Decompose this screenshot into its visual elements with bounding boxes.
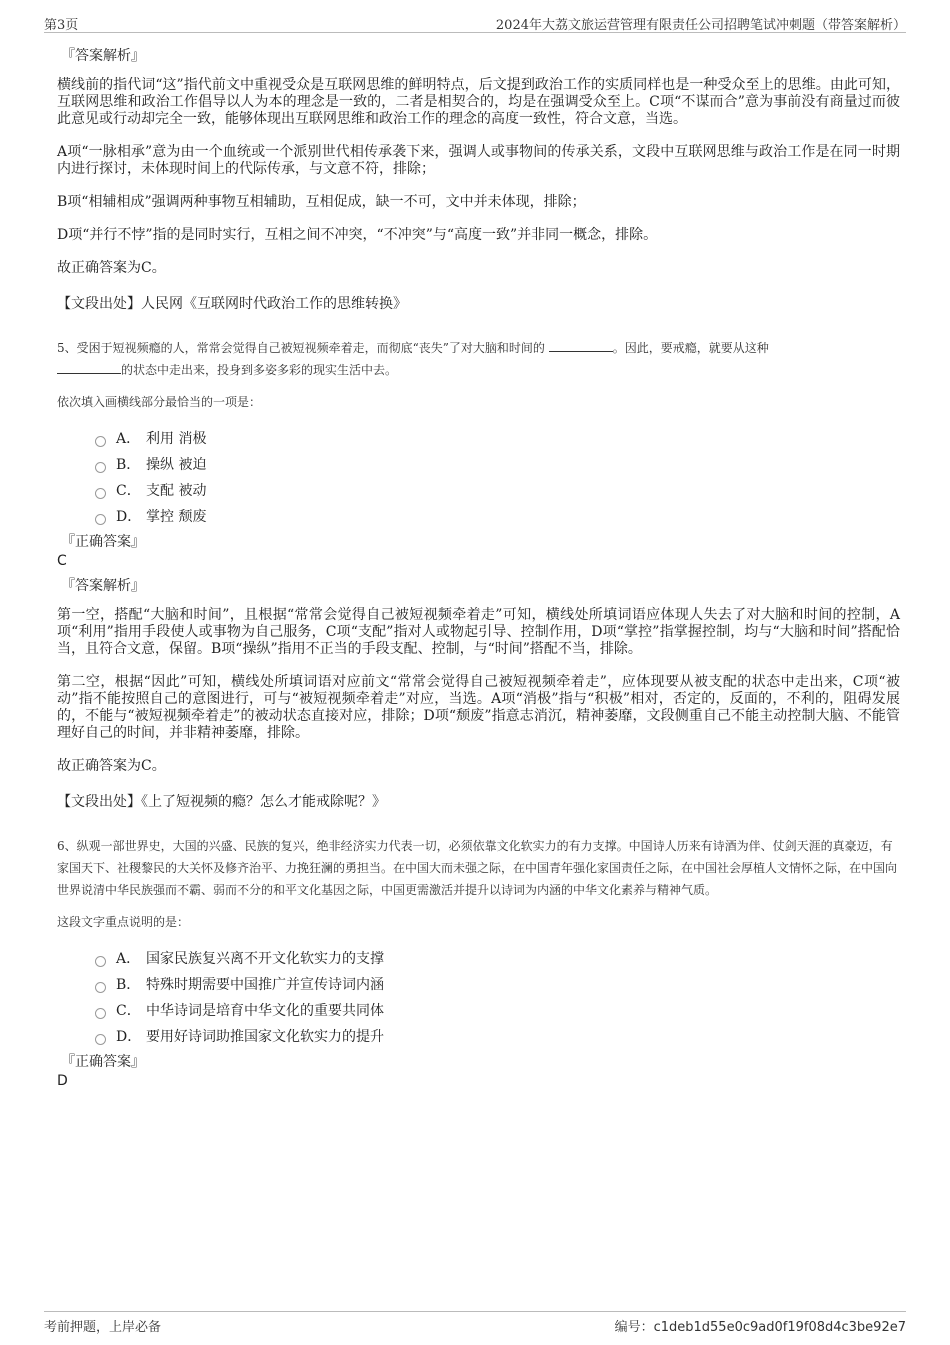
analysis-conclusion: 故正确答案为C。 <box>57 260 166 276</box>
option-b[interactable] <box>95 972 900 998</box>
option-text: 掌控 颓废 <box>146 509 207 525</box>
analysis-paragraph: A项“一脉相承”意为由一个血统或一个派别世代相传承袭下来，强调人或事物间的传承关系，文段中互联网思维与政治工作是在同一时期内进行探讨，未体现时间上的代际传承，与文意不符，排除； <box>57 144 900 177</box>
option-letter: B． <box>116 457 141 473</box>
document-title: 2024年大荔文旅运营管理有限责任公司招聘笔试冲刺题（带答案解析） <box>495 18 906 33</box>
analysis-paragraph: B项“相辅相成”强调两种事物互相辅助，互相促成，缺一不可，文中并未体现，排除； <box>57 194 586 210</box>
radio-icon[interactable] <box>95 462 106 473</box>
question-5-text-part: 。因此，要戒瘾，就要从这种 <box>612 341 769 355</box>
question-6-options <box>95 946 900 1050</box>
question-6-prompt: 这段文字重点说明的是： <box>57 915 190 929</box>
option-letter: D． <box>116 1029 142 1045</box>
option-c[interactable] <box>95 478 900 504</box>
option-b[interactable] <box>95 452 900 478</box>
correct-answer-label: 『正确答案』 <box>61 1054 145 1070</box>
option-text: 要用好诗词助推国家文化软实力的提升 <box>146 1029 384 1045</box>
analysis-label: 『答案解析』 <box>61 578 145 594</box>
option-letter: A． <box>116 951 141 967</box>
radio-icon[interactable] <box>95 956 106 967</box>
correct-answer-label: 『正确答案』 <box>61 534 145 550</box>
code-label: 编号： <box>614 1320 654 1335</box>
source-citation: 【文段出处】《上了短视频的瘾？怎么才能戒除呢？》 <box>57 794 386 810</box>
page-header <box>44 12 906 33</box>
option-a[interactable] <box>95 426 900 452</box>
option-a[interactable] <box>95 946 900 972</box>
option-d[interactable] <box>95 1024 900 1050</box>
option-text: 支配 被动 <box>146 483 207 499</box>
question-5-text-part: 的状态中走出来，投身到多姿多彩的现实生活中去。 <box>121 363 398 377</box>
option-text: 利用 消极 <box>146 431 207 447</box>
option-text: 操纵 被迫 <box>146 457 207 473</box>
question-6-text: 6、纵观一部世界史，大国的兴盛、民族的复兴，绝非经济实力代表一切，必须依靠文化软实力的有力支撑。中国诗人历来有诗酒为伴、仗剑天涯的真豪迈，有家国天下、社稷黎民的大关怀及修齐治平、力挽狂澜的勇担当。在中国大而未强之际，在中国青年强化家国责任之际，在中国社会厚植人文情怀之际，在中国向世界说清中华民族强而不霸、弱而不分的和平文化基因之际，中国更需激活并提升以诗词为内涵的中华文化素养与精神气质。 <box>57 839 898 897</box>
option-d[interactable] <box>95 504 900 530</box>
option-letter: A． <box>116 431 141 447</box>
option-c[interactable] <box>95 998 900 1024</box>
radio-icon[interactable] <box>95 514 106 525</box>
analysis-paragraph: 第二空，根据“因此”可知，横线处所填词语对应前文“常常会觉得自己被短视频牵着走”，应体现要从被支配的状态中走出来，C项“被动”指不能按照自己的意图进行，可与“被短视频牵着走”对应，当选。A项“消极”指与“积极”相对，否定的，反面的，不利的，阻碍发展的，不能与“被短视频牵着走”的被动状态直接对应，排除；D项“颓废”指意志消沉，精神萎靡，文段侧重自己不能主动控制大脑、不能管理好自己的时间，并非精神萎靡，排除。 <box>57 674 900 741</box>
radio-icon[interactable] <box>95 982 106 993</box>
option-text: 国家民族复兴离不开文化软实力的支撑 <box>146 951 384 967</box>
analysis-paragraph: 横线前的指代词“这”指代前文中重视受众是互联网思维的鲜明特点，后文提到政治工作的实质同样也是一种受众至上的思维。由此可知，互联网思维和政治工作倡导以人为本的理念是一致的，二者是相契合的，均是在强调受众至上。C项“不谋而合”意为事前没有商量过而彼此意见或行动却完全一致，能够体现出互联网思维和政治工作的理念的高度一致性，符合文意，当选。 <box>57 77 900 127</box>
correct-answer-value: C <box>57 553 67 569</box>
code-value: c1deb1d55e0c9ad0f19f08d4c3be92e7 <box>653 1320 906 1335</box>
fill-blank <box>57 363 121 374</box>
radio-icon[interactable] <box>95 436 106 447</box>
footer-slogan: 考前押题，上岸必备 <box>44 1320 162 1335</box>
question-5-options <box>95 426 900 530</box>
option-text: 中华诗词是培育中华文化的重要共同体 <box>146 1003 384 1019</box>
analysis-paragraph: D项“并行不悖”指的是同时实行，互相之间不冲突，“不冲突”与“高度一致”并非同一概念，排除。 <box>57 227 658 243</box>
radio-icon[interactable] <box>95 1008 106 1019</box>
page-content <box>57 46 900 1096</box>
question-5-prompt: 依次填入画横线部分最恰当的一项是： <box>57 395 262 409</box>
fill-blank <box>549 341 613 352</box>
analysis-label: 『答案解析』 <box>61 48 145 64</box>
question-5-text-part: 5、受困于短视频瘾的人，常常会觉得自己被短视频牵着走，而彻底“丧失”了对大脑和时间的 <box>57 341 545 355</box>
radio-icon[interactable] <box>95 1034 106 1045</box>
radio-icon[interactable] <box>95 488 106 499</box>
option-letter: B． <box>116 977 141 993</box>
page-number: 第3页 <box>44 18 79 33</box>
analysis-conclusion: 故正确答案为C。 <box>57 758 166 774</box>
question-5-text <box>57 337 900 381</box>
page-footer <box>44 1311 906 1336</box>
document-code <box>615 1316 906 1335</box>
analysis-paragraph: 第一空，搭配“大脑和时间”，且根据“常常会觉得自己被短视频牵着走”可知，横线处所填词语应体现人失去了对大脑和时间的控制，A项“利用”指用手段使人或事物为自己服务，C项“支配”指对人或物起引导、控制作用，D项“掌控”指掌握控制，均与“大脑和时间”搭配恰当，且符合文意，保留。B项“操纵”指用不正当的手段支配、控制，与“时间”搭配不当，排除。 <box>57 607 900 657</box>
option-text: 特殊时期需要中国推广并宣传诗词内涵 <box>146 977 384 993</box>
source-citation: 【文段出处】人民网《互联网时代政治工作的思维转换》 <box>57 296 407 312</box>
correct-answer-value: D <box>57 1073 68 1089</box>
option-letter: C． <box>116 483 141 499</box>
option-letter: D． <box>116 509 142 525</box>
option-letter: C． <box>116 1003 141 1019</box>
